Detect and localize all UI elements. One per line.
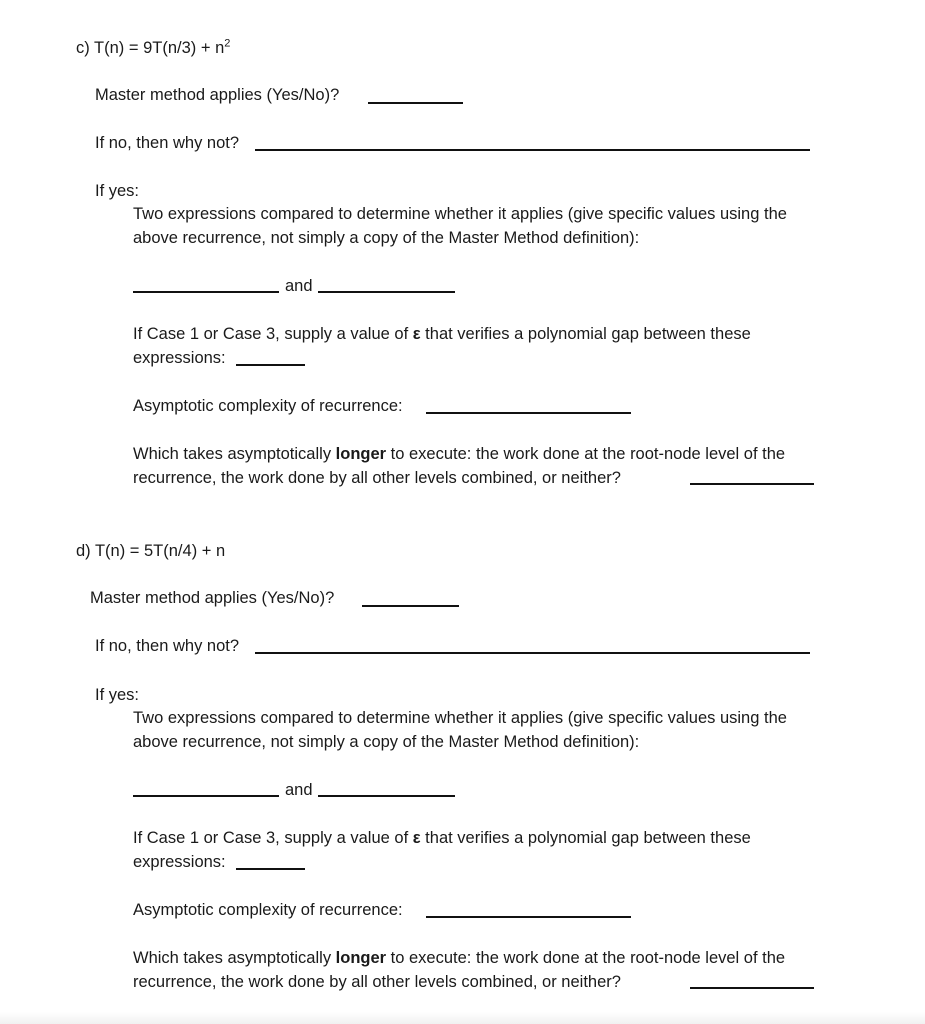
answer-blank-longer[interactable] bbox=[690, 483, 814, 485]
answer-blank-complexity[interactable] bbox=[426, 412, 631, 414]
answer-blank-applies[interactable] bbox=[362, 605, 459, 607]
and-label: and bbox=[285, 781, 313, 799]
if-yes-label: If yes: bbox=[95, 686, 140, 704]
answer-blank-complexity[interactable] bbox=[426, 916, 631, 918]
answer-blank-expression-2[interactable] bbox=[318, 291, 455, 293]
question-epsilon: If Case 1 or Case 3, supply a value of ε that verifies a polynomial gap between these expressions: bbox=[133, 829, 751, 871]
answer-blank-why-not[interactable] bbox=[255, 652, 810, 654]
question-why-not: If no, then why not? bbox=[95, 134, 240, 152]
question-why-not: If no, then why not? bbox=[95, 637, 240, 655]
answer-blank-why-not[interactable] bbox=[255, 149, 810, 151]
question-longer: Which takes asymptotically longer to execute: the work done at the root-node level of the recurrence, the work done by all other levels combined, or neither? bbox=[133, 949, 786, 991]
question-expressions: Two expressions compared to determine whether it applies (give specific values using the above recurrence, not simply a copy of the Master Method definition): bbox=[133, 709, 787, 751]
page-bottom-edge bbox=[0, 1012, 925, 1024]
question-epsilon: If Case 1 or Case 3, supply a value of ε that verifies a polynomial gap between these expressions: bbox=[133, 325, 751, 367]
question-applies: Master method applies (Yes/No)? bbox=[95, 86, 340, 104]
question-expressions: Two expressions compared to determine whether it applies (give specific values using the above recurrence, not simply a copy of the Master Method definition): bbox=[133, 205, 787, 247]
if-yes-label: If yes: bbox=[95, 182, 140, 200]
answer-blank-expression-2[interactable] bbox=[318, 795, 455, 797]
question-longer: Which takes asymptotically longer to execute: the work done at the root-node level of the recurrence, the work done by all other levels combined, or neither? bbox=[133, 445, 786, 487]
problem-heading: c) $T(n) = 9T(n/3) + n^2$ bbox=[76, 37, 231, 57]
exponent: 2 bbox=[224, 37, 231, 50]
answer-blank-expression-1[interactable] bbox=[133, 291, 279, 293]
answer-blank-epsilon[interactable] bbox=[236, 364, 305, 366]
answer-blank-epsilon[interactable] bbox=[236, 868, 305, 870]
problem-heading: d) T(n) = 5T(n/4) + n bbox=[76, 542, 226, 560]
answer-blank-expression-1[interactable] bbox=[133, 795, 279, 797]
answer-blank-applies[interactable] bbox=[368, 102, 463, 104]
question-complexity: Asymptotic complexity of recurrence: bbox=[133, 397, 403, 415]
and-label: and bbox=[285, 277, 313, 295]
question-complexity: Asymptotic complexity of recurrence: bbox=[133, 901, 403, 919]
question-applies: Master method applies (Yes/No)? bbox=[90, 589, 335, 607]
epsilon-symbol: ε bbox=[412, 325, 421, 343]
epsilon-symbol: ε bbox=[412, 829, 421, 847]
answer-blank-longer[interactable] bbox=[690, 987, 814, 989]
